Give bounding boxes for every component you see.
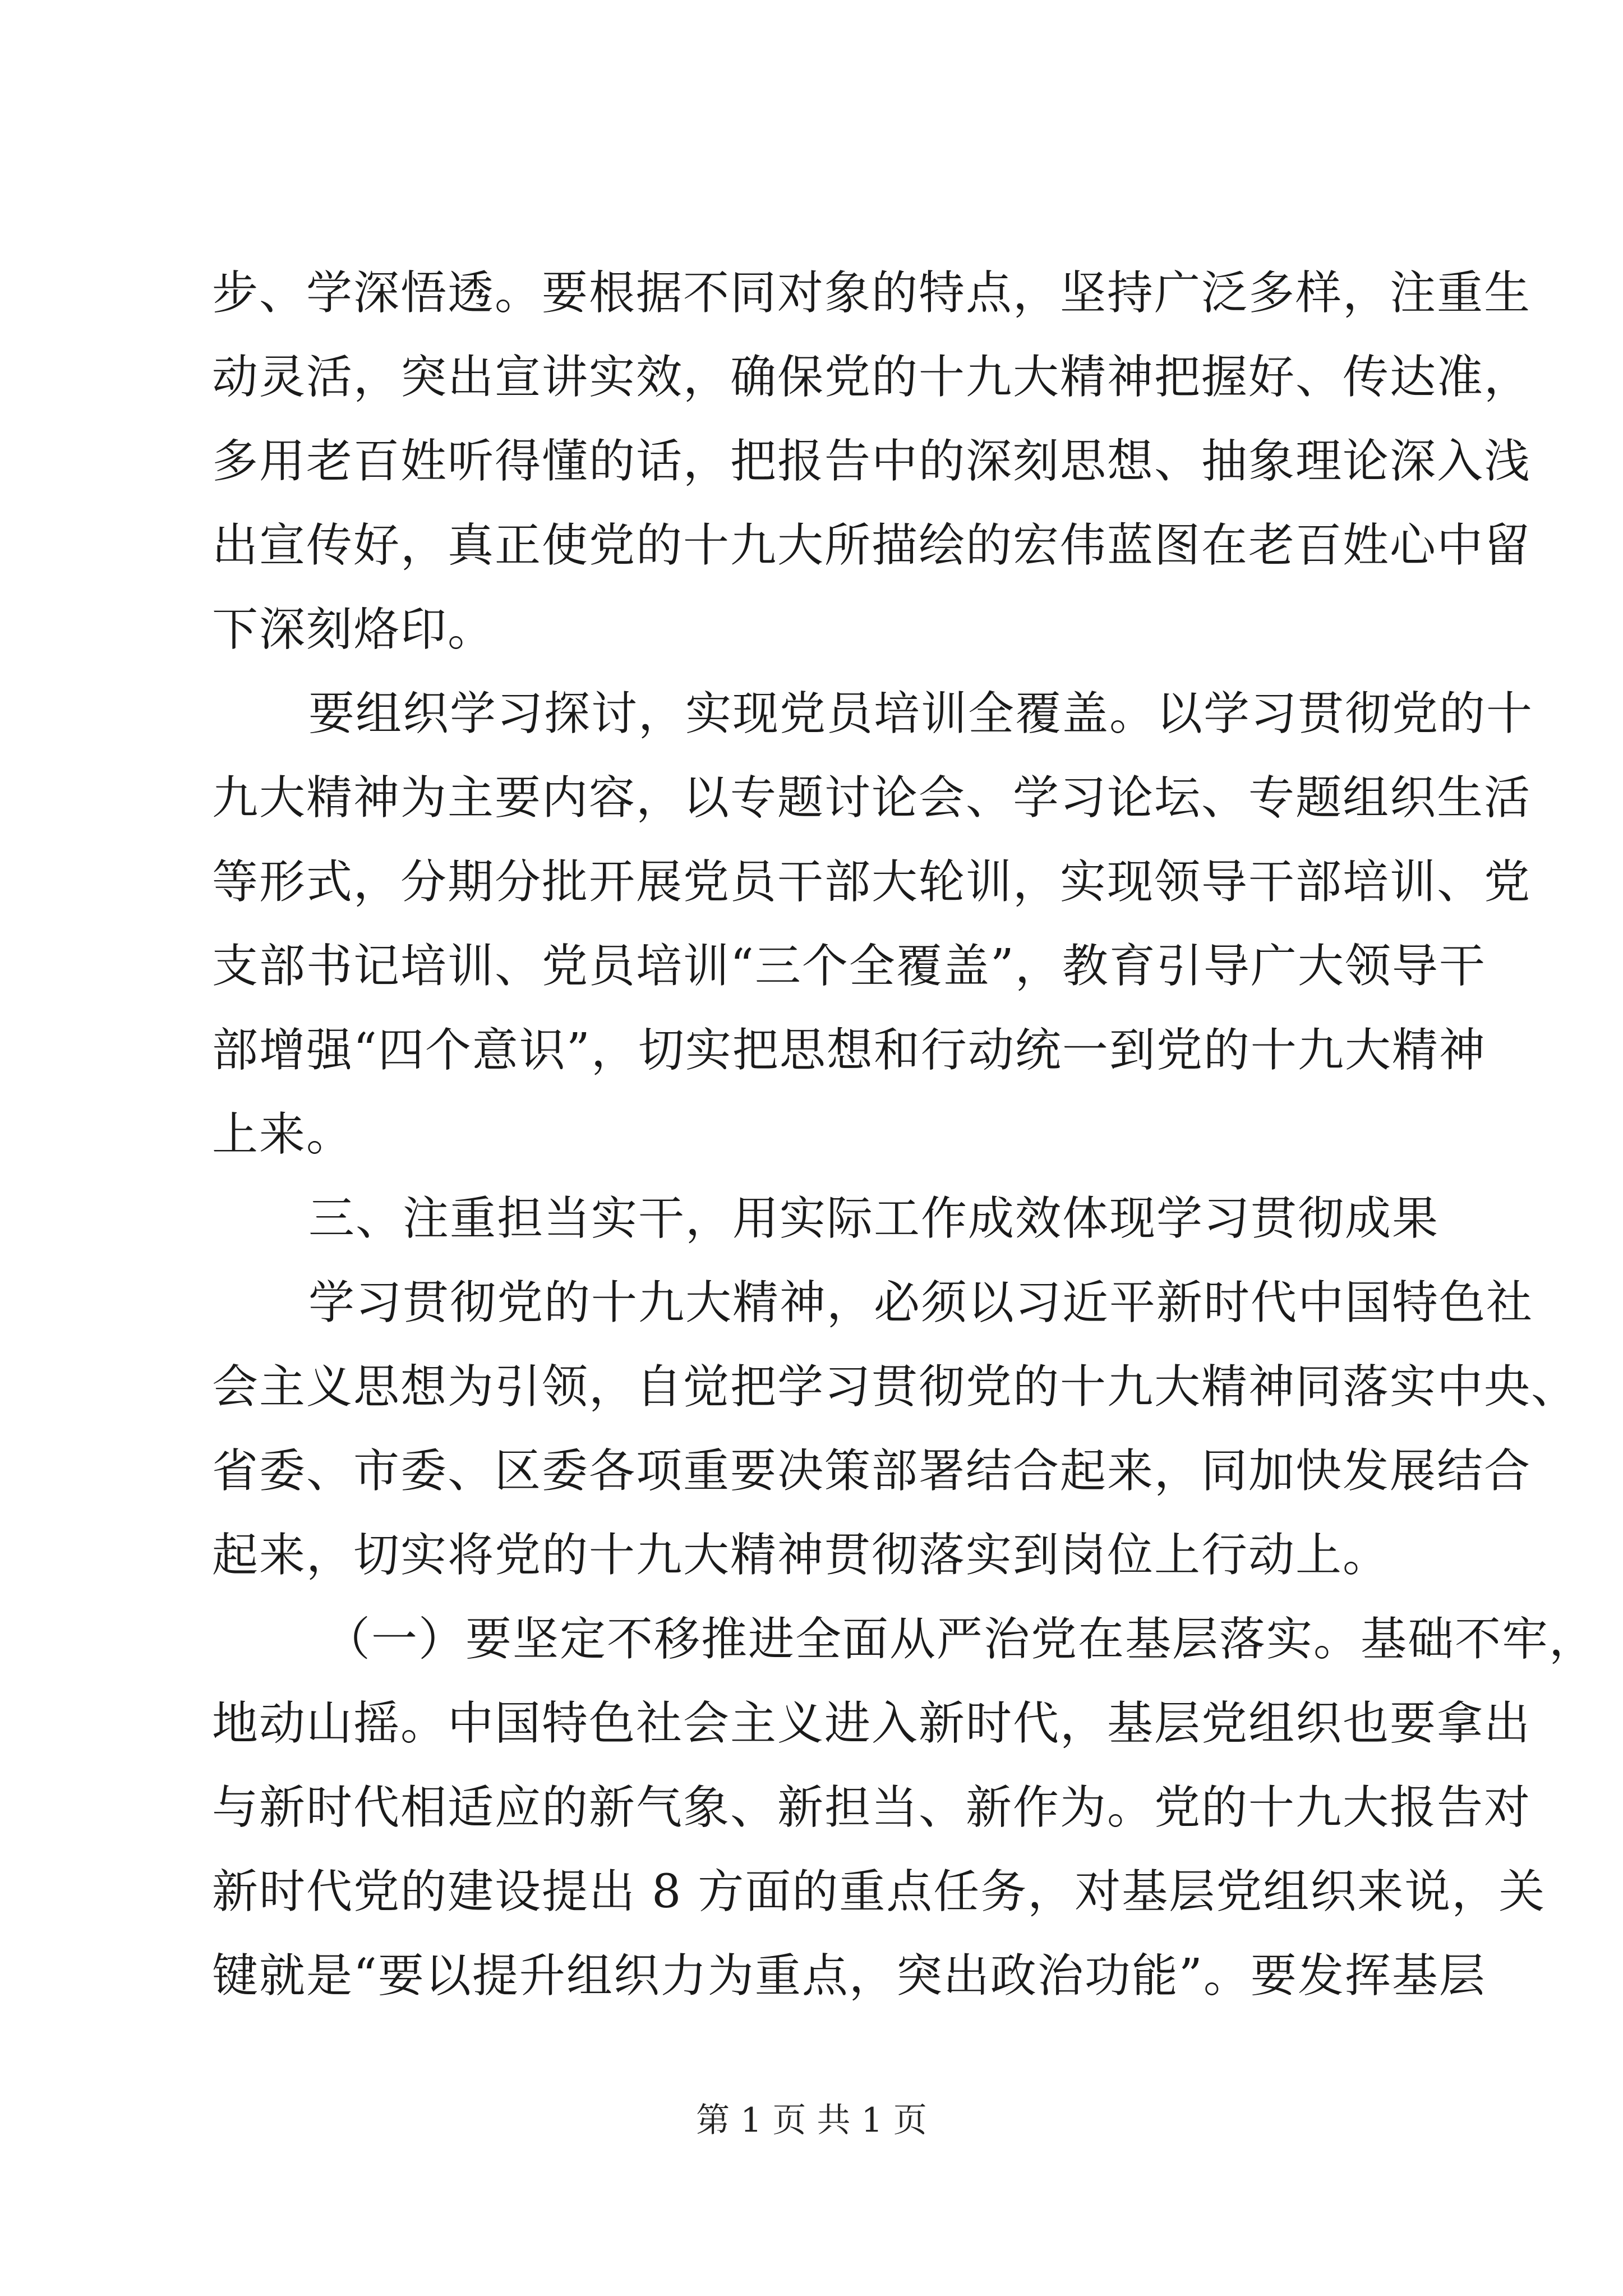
- text-line-20: 新时代党的建设提出 8 方面的重点任务，对基层党组织来说，关: [212, 1865, 1546, 1918]
- text-line-19: 与新时代相适应的新气象、新担当、新作为。党的十九大报告对: [212, 1781, 1532, 1834]
- paragraph-start-study-discussion: 要组织学习探讨，实现党员培训全覆盖。以学习贯彻党的十: [308, 687, 1534, 740]
- text-line-4: 出宣传好，真正使党的十九大所描绘的宏伟蓝图在老百姓心中留: [212, 519, 1532, 572]
- document-body: [212, 251, 1597, 2018]
- text-line-5: 下深刻烙印。: [212, 603, 495, 656]
- text-line-8: 等形式，分期分批开展党员干部大轮训，实现领导干部培训、党: [212, 855, 1532, 909]
- text-line-18: 地动山摇。中国特色社会主义进入新时代，基层党组织也要拿出: [212, 1697, 1532, 1750]
- section-heading-3: 三、注重担当实干，用实际工作成效体现学习贯彻成果: [308, 1192, 1440, 1245]
- text-line-7: 九大精神为主要内容，以专题讨论会、学习论坛、专题组织生活: [212, 771, 1532, 825]
- paragraph-start-item-1: （一）要坚定不移推进全面从严治党在基层落实。基础不牢，: [324, 1613, 1597, 1666]
- text-line-1: 步、学深悟透。要根据不同对象的特点，坚持广泛多样，注重生: [212, 266, 1532, 320]
- text-line-15: 省委、市委、区委各项重要决策部署结合起来，同加快发展结合: [212, 1444, 1532, 1498]
- text-line-11: 上来。: [212, 1108, 354, 1161]
- text-line-3: 多用老百姓听得懂的话，把报告中的深刻思想、抽象理论深入浅: [212, 435, 1532, 488]
- text-line-16: 起来，切实将党的十九大精神贯彻落实到岗位上行动上。: [212, 1529, 1390, 1582]
- text-line-2: 动灵活，突出宣讲实效，确保党的十九大精神把握好、传达准，: [212, 351, 1532, 404]
- text-line-9: 支部书记培训、党员培训“三个全覆盖”，教育引导广大领导干: [212, 940, 1486, 993]
- paragraph-start-implementation: 学习贯彻党的十九大精神，必须以习近平新时代中国特色社: [308, 1276, 1534, 1329]
- text-line-21: 键就是“要以提升组织力为重点，突出政治功能”。要发挥基层: [212, 1949, 1486, 2003]
- text-line-10: 部增强“四个意识”，切实把思想和行动统一到党的十九大精神: [212, 1024, 1486, 1077]
- text-line-14: 会主义思想为引领，自觉把学习贯彻党的十九大精神同落实中央、: [212, 1360, 1579, 1414]
- page-number-footer: 第 1 页 共 1 页: [696, 2101, 927, 2140]
